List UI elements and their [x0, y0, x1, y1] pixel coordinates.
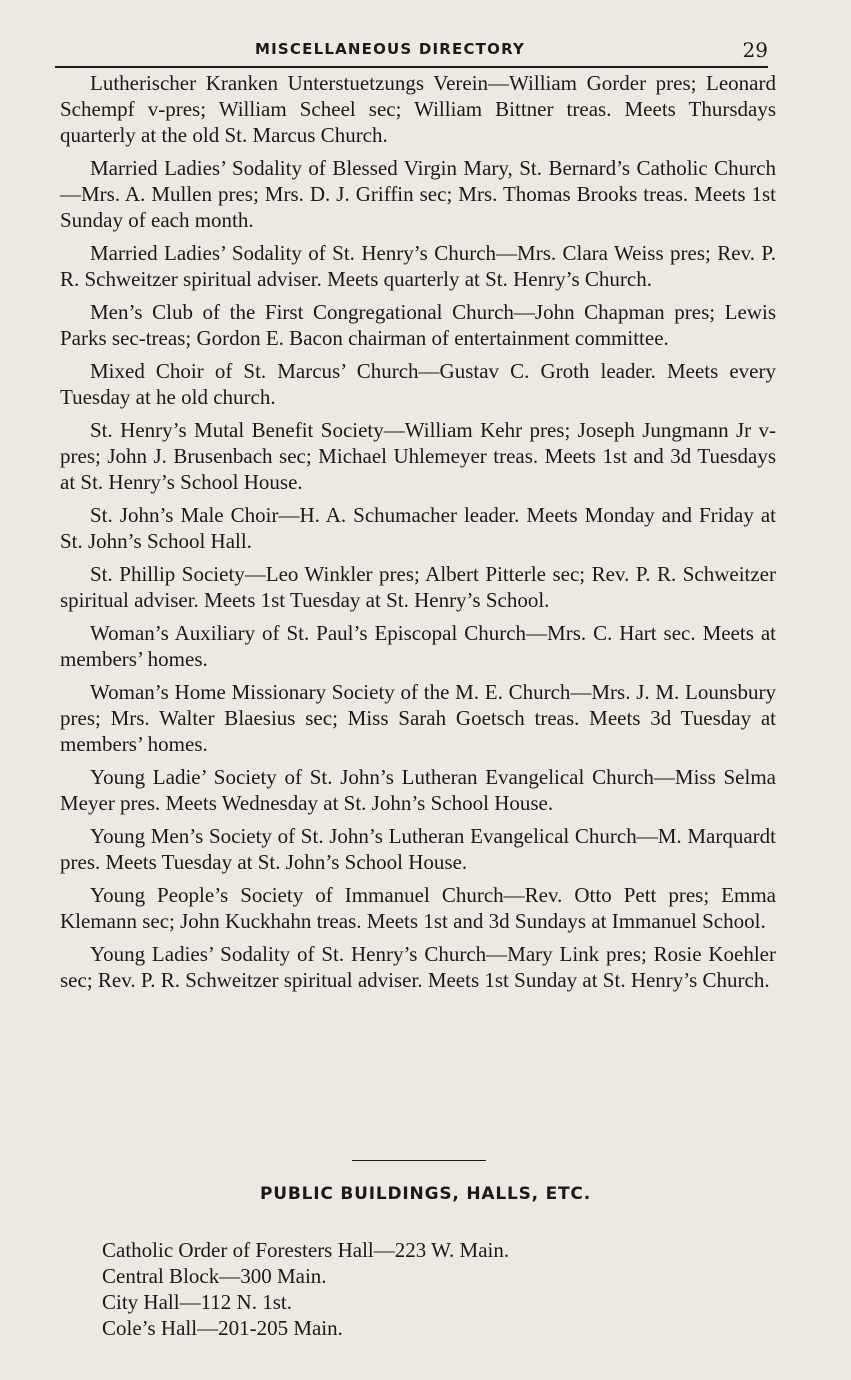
directory-entry: St. Phillip Society—Leo Winkler pres; Albert Pitterle sec; Rev. P. R. Schweitzer spiritual adviser. Meets 1st Tuesday at St. Henry’s School.	[60, 562, 776, 612]
directory-entry: Woman’s Auxiliary of St. Paul’s Episcopal Church—Mrs. C. Hart sec. Meets at members’ homes.	[60, 621, 776, 671]
section-heading: PUBLIC BUILDINGS, HALLS, ETC.	[260, 1184, 591, 1204]
directory-entries	[60, 70, 776, 1000]
running-head	[55, 38, 770, 62]
directory-entry: St. John’s Male Choir—H. A. Schumacher leader. Meets Monday and Friday at St. John’s School Hall.	[60, 503, 776, 553]
directory-entry: Married Ladies’ Sodality of Blessed Virgin Mary, St. Bernard’s Catholic Church—Mrs. A. Mullen pres; Mrs. D. J. Griffin sec; Mrs. Thomas Brooks treas. Meets 1st Sunday of each month.	[60, 156, 776, 232]
hall-entry: Catholic Order of Foresters Hall—223 W. Main.	[102, 1238, 510, 1262]
directory-entry: Young People’s Society of Immanuel Church—Rev. Otto Pett pres; Emma Klemann sec; John Kuckhahn treas. Meets 1st and 3d Sundays at Immanuel School.	[60, 883, 776, 933]
directory-entry: St. Henry’s Mutal Benefit Society—William Kehr pres; Joseph Jungmann Jr v-pres; John J. Brusenbach sec; Michael Uhlemeyer treas. Meets 1st and 3d Tuesdays at St. Henry’s School House.	[60, 418, 776, 494]
page-number: 29	[742, 38, 768, 62]
hall-entry: Cole’s Hall—201-205 Main.	[102, 1316, 343, 1340]
directory-entry: Married Ladies’ Sodality of St. Henry’s Church—Mrs. Clara Weiss pres; Rev. P. R. Schweitzer spiritual adviser. Meets quarterly at St. Henry’s Church.	[60, 241, 776, 291]
header-rule	[55, 66, 768, 68]
directory-entry: Mixed Choir of St. Marcus’ Church—Gustav C. Groth leader. Meets every Tuesday at he old church.	[60, 359, 776, 409]
running-title: MISCELLANEOUS DIRECTORY	[255, 40, 526, 58]
directory-entry: Lutherischer Kranken Unterstuetzungs Verein—William Gorder pres; Leonard Schempf v-pres; William Scheel sec; William Bittner treas. Meets Thursdays quarterly at the old St. Marcus Church.	[60, 71, 776, 147]
directory-entry: Woman’s Home Missionary Society of the M. E. Church—Mrs. J. M. Lounsbury pres; Mrs. Walter Blaesius sec; Miss Sarah Goetsch treas. Meets 3d Tuesday at members’ homes.	[60, 680, 776, 756]
hall-entry: City Hall—112 N. 1st.	[102, 1290, 292, 1314]
directory-entry: Young Ladie’ Society of St. John’s Lutheran Evangelical Church—Miss Selma Meyer pres. Meets Wednesday at St. John’s School House.	[60, 765, 776, 815]
directory-entry: Men’s Club of the First Congregational Church—John Chapman pres; Lewis Parks sec-treas; Gordon E. Bacon chairman of entertainment committee.	[60, 300, 776, 350]
directory-entry: Young Men’s Society of St. John’s Lutheran Evangelical Church—M. Marquardt pres. Meets Tuesday at St. John’s School House.	[60, 824, 776, 874]
hall-entry: Central Block—300 Main.	[102, 1264, 327, 1288]
section-divider	[352, 1160, 486, 1161]
halls-list	[102, 1237, 752, 1341]
directory-entry: Young Ladies’ Sodality of St. Henry’s Church—Mary Link pres; Rosie Koehler sec; Rev. P. R. Schweitzer spiritual adviser. Meets 1st Sunday at St. Henry’s Church.	[60, 942, 776, 992]
